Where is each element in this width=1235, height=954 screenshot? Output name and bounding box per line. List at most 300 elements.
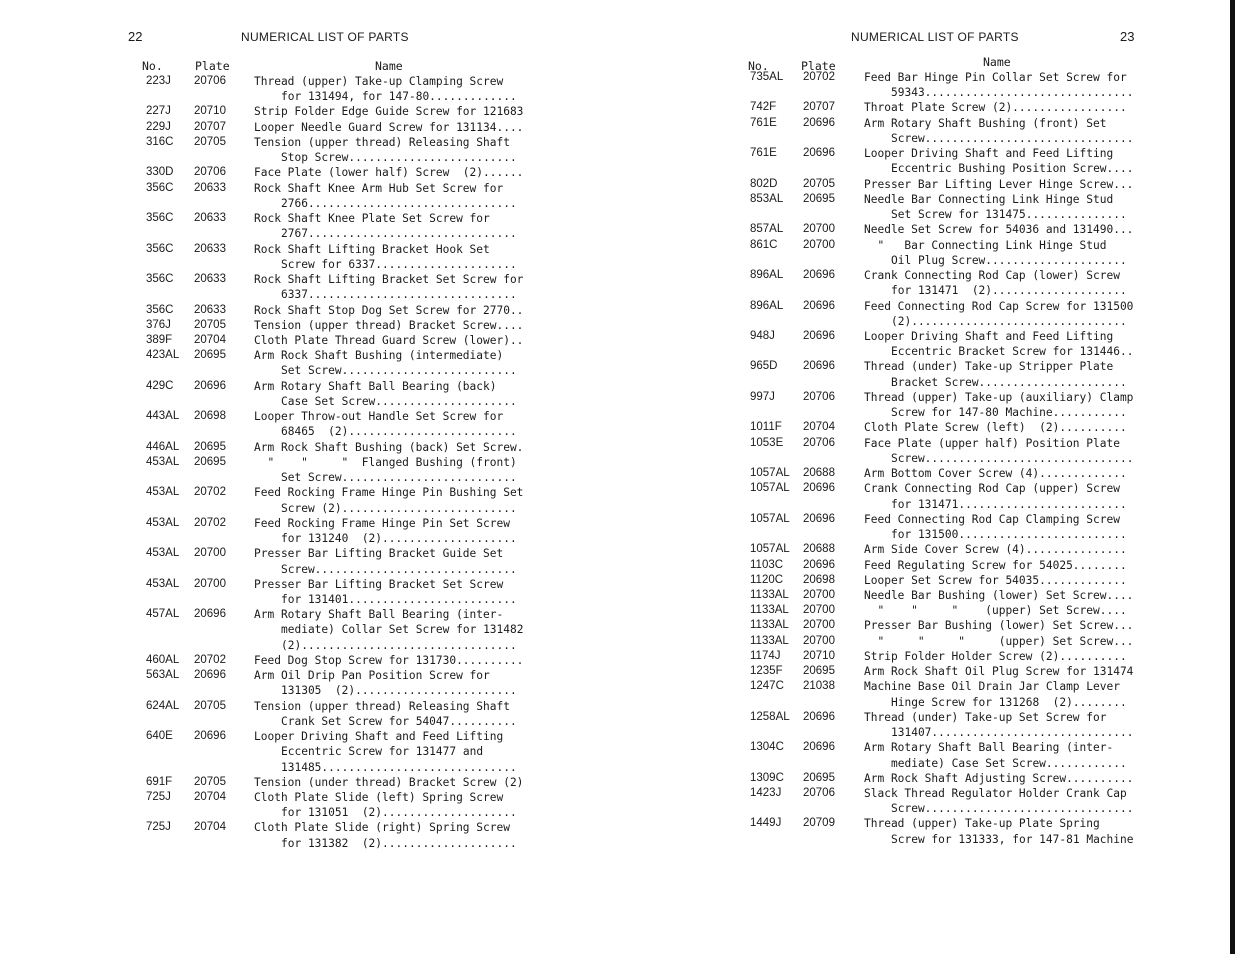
plate-number: 20633 [194, 242, 226, 255]
table-row [617, 330, 1235, 345]
part-name: Throat Plate Screw (2)................. [864, 101, 1127, 115]
part-number: 457AL [146, 608, 180, 621]
header-name: Name [983, 55, 1011, 69]
part-name: Strip Folder Edge Guide Screw for 121683 [254, 105, 524, 119]
plate-number: 20695 [194, 440, 226, 453]
plate-number: 20696 [194, 730, 226, 743]
plate-number: 20706 [803, 436, 835, 449]
table-row [0, 471, 617, 486]
plate-number: 20688 [803, 467, 835, 480]
part-number: 802D [750, 177, 778, 190]
part-number: 948J [750, 329, 775, 342]
part-name: Screw for 147-80 Machine........... [891, 406, 1127, 420]
part-name: for 131471 (2).................... [891, 284, 1127, 298]
table-row [0, 243, 617, 258]
part-name: Face Plate (lower half) Screw (2)...... [254, 166, 524, 180]
part-name: Looper Driving Shaft and Feed Lifting [254, 730, 504, 744]
table-row [617, 528, 1235, 543]
part-number: 761E [750, 147, 777, 160]
table-row [617, 726, 1235, 741]
part-number: 229J [146, 120, 171, 133]
part-name: Needle Bar Connecting Link Hinge Stud [864, 192, 1114, 206]
plate-number: 20696 [803, 269, 835, 282]
part-number: 356C [146, 242, 174, 255]
table-row [0, 654, 617, 669]
table-row [0, 364, 617, 379]
part-name: Looper Needle Guard Screw for 131134.... [254, 120, 524, 134]
table-row [617, 482, 1235, 497]
part-name: Arm Oil Drip Pan Position Screw for [254, 669, 490, 683]
part-name: for 131382 (2).................... [281, 836, 517, 850]
table-row [617, 467, 1235, 482]
table-row [0, 349, 617, 364]
plate-number: 20696 [194, 608, 226, 621]
part-number: 735AL [750, 71, 784, 83]
part-name: Tension (upper thread) Releasing Shaft [254, 135, 510, 149]
table-row [617, 833, 1235, 848]
plate-number: 20633 [194, 181, 226, 194]
part-name: Arm Rotary Shaft Bushing (front) Set [864, 116, 1107, 130]
part-number: 1423J [750, 787, 782, 800]
part-number: 330D [146, 166, 174, 179]
plate-number: 20706 [194, 166, 226, 179]
table-row [617, 757, 1235, 772]
table-row [0, 441, 617, 456]
part-name: Rock Shaft Lifting Bracket Hook Set [254, 242, 490, 256]
part-number: 1057AL [750, 543, 790, 556]
part-number: 857AL [750, 223, 784, 236]
table-row [617, 711, 1235, 726]
table-row [0, 837, 617, 852]
table-row [617, 162, 1235, 177]
page-number: 22 [128, 29, 143, 44]
plate-number: 20633 [194, 303, 226, 316]
part-number: 761E [750, 116, 777, 129]
part-name: (2)................................ [281, 638, 517, 652]
page-title: NUMERICAL LIST OF PARTS [851, 30, 1019, 44]
plate-number: 20696 [803, 558, 835, 571]
plate-number: 20696 [803, 299, 835, 312]
plate-number: 20705 [194, 135, 226, 148]
part-number: 896AL [750, 299, 784, 312]
part-name: mediate) Case Set Screw............ [891, 756, 1127, 770]
table-row [617, 802, 1235, 817]
part-name: Arm Rock Shaft Bushing (back) Set Screw. [254, 440, 524, 454]
plate-number: 20700 [803, 588, 835, 601]
table-row [0, 517, 617, 532]
part-name: Crank Connecting Rod Cap (upper) Screw [864, 482, 1120, 496]
part-name: 131305 (2)........................ [281, 684, 517, 698]
plate-number: 20700 [803, 238, 835, 251]
table-row [0, 623, 617, 638]
plate-number: 20702 [194, 516, 226, 529]
table-row [0, 121, 617, 136]
part-name: Thread (upper) Take-up Clamping Screw [254, 75, 504, 88]
part-number: 453AL [146, 577, 180, 590]
part-number: 429C [146, 379, 174, 392]
part-name: 6337............................... [281, 288, 517, 302]
plate-number: 20700 [803, 619, 835, 632]
part-name: Arm Rotary Shaft Ball Bearing (inter- [864, 741, 1114, 755]
part-name: Arm Rock Shaft Oil Plug Screw for 131474 [864, 665, 1134, 679]
part-name: Feed Regulating Screw for 54025........ [864, 558, 1127, 572]
table-row [0, 136, 617, 151]
table-row [0, 700, 617, 715]
part-number: 423AL [146, 349, 180, 362]
table-row [617, 223, 1235, 238]
table-row [617, 360, 1235, 375]
table-row [0, 105, 617, 120]
table-row [617, 269, 1235, 284]
table-row [617, 604, 1235, 619]
plate-number: 20709 [803, 817, 835, 830]
plate-number: 20688 [803, 543, 835, 556]
part-name: Face Plate (upper half) Position Plate [864, 436, 1120, 450]
part-number: 227J [146, 105, 171, 118]
plate-number: 20695 [194, 455, 226, 468]
table-row [0, 90, 617, 105]
parts-table [0, 75, 617, 852]
table-row [0, 197, 617, 212]
plate-number: 20700 [803, 634, 835, 647]
left-page [0, 0, 617, 954]
plate-number: 20710 [194, 105, 226, 118]
part-number: 563AL [146, 669, 180, 682]
plate-number: 20702 [194, 486, 226, 499]
table-row [617, 650, 1235, 665]
table-row [617, 421, 1235, 436]
plate-number: 20704 [194, 791, 226, 804]
part-name: 59343............................... [891, 86, 1134, 100]
plate-number: 20633 [194, 212, 226, 225]
part-number: 356C [146, 181, 174, 194]
table-row [0, 304, 617, 319]
table-row [617, 696, 1235, 711]
table-row [0, 639, 617, 654]
table-row [617, 513, 1235, 528]
part-name: Looper Set Screw for 54035............. [864, 573, 1127, 587]
part-number: 1057AL [750, 512, 790, 525]
part-name: Rock Shaft Knee Plate Set Screw for [254, 212, 490, 226]
part-number: 1057AL [750, 482, 790, 495]
plate-number: 20696 [803, 329, 835, 342]
plate-number: 20706 [803, 390, 835, 403]
table-row [0, 806, 617, 821]
plate-number: 20706 [194, 75, 226, 87]
table-row [617, 147, 1235, 162]
table-row [617, 254, 1235, 269]
part-name: Crank Connecting Rod Cap (lower) Screw [864, 269, 1120, 283]
plate-number: 20702 [803, 71, 835, 83]
part-number: 742F [750, 101, 777, 114]
part-number: 356C [146, 303, 174, 316]
table-row [0, 776, 617, 791]
table-row [0, 502, 617, 517]
table-row [0, 730, 617, 745]
part-name: " Bar Connecting Link Hinge Stud [864, 238, 1107, 252]
part-name: Cloth Plate Slide (right) Spring Screw [254, 821, 510, 835]
part-name: 68465 (2)......................... [281, 425, 517, 439]
plate-number: 20710 [803, 649, 835, 662]
table-row [0, 715, 617, 730]
part-number: 356C [146, 273, 174, 286]
part-name: Screw............................... [891, 131, 1134, 145]
part-number: 453AL [146, 486, 180, 499]
plate-number: 20695 [803, 192, 835, 205]
plate-number: 20704 [194, 333, 226, 346]
part-number: 1449J [750, 817, 782, 830]
table-row [0, 425, 617, 440]
part-number: 376J [146, 318, 171, 331]
table-row [0, 761, 617, 776]
part-name: Feed Rocking Frame Hinge Pin Bushing Set [254, 486, 524, 500]
part-name: Looper Driving Shaft and Feed Lifting [864, 329, 1114, 343]
part-number: 1235F [750, 665, 783, 678]
table-row [0, 410, 617, 425]
plate-number: 20696 [194, 669, 226, 682]
part-name: Bracket Screw...................... [891, 375, 1127, 389]
plate-number: 20633 [194, 273, 226, 286]
part-name: Feed Bar Hinge Pin Collar Set Screw for [864, 71, 1127, 84]
part-name: Set Screw.......................... [281, 364, 517, 378]
table-row [0, 547, 617, 562]
part-number: 997J [750, 390, 775, 403]
table-row [0, 227, 617, 242]
part-name: Presser Bar Bushing (lower) Set Screw... [864, 619, 1134, 633]
plate-number: 20705 [194, 699, 226, 712]
part-name: Rock Shaft Stop Dog Set Screw for 2770.. [254, 303, 524, 317]
part-number: 1133AL [750, 619, 789, 632]
part-number: 1011F [750, 421, 782, 434]
part-number: 453AL [146, 455, 180, 468]
table-row [617, 132, 1235, 147]
part-name: Screw for 6337..................... [281, 257, 517, 271]
table-row [617, 817, 1235, 832]
table-row [617, 86, 1235, 101]
table-row [617, 452, 1235, 467]
table-row [0, 593, 617, 608]
table-row [0, 319, 617, 334]
part-name: for 131471......................... [891, 497, 1127, 511]
table-row [617, 787, 1235, 802]
part-number: 1053E [750, 436, 784, 449]
table-row [617, 376, 1235, 391]
plate-number: 20700 [194, 547, 226, 560]
part-name: Looper Throw-out Handle Set Screw for [254, 410, 504, 424]
part-name: Needle Set Screw for 54036 and 131490... [864, 223, 1134, 237]
plate-number: 20696 [803, 741, 835, 754]
part-name: Tension (upper thread) Releasing Shaft [254, 699, 510, 713]
plate-number: 20695 [803, 665, 835, 678]
table-row [617, 208, 1235, 223]
part-name: Feed Dog Stop Screw for 131730.......... [254, 653, 524, 667]
header-name: Name [375, 59, 403, 73]
part-number: 1133AL [750, 604, 789, 617]
part-number: 389F [146, 333, 173, 346]
plate-number: 20704 [194, 821, 226, 834]
part-name: Screw............................... [891, 802, 1134, 816]
table-row [617, 665, 1235, 680]
part-number: 446AL [146, 440, 180, 453]
part-number: 1258AL [750, 710, 790, 723]
part-number: 453AL [146, 547, 180, 560]
plate-number: 20706 [803, 787, 835, 800]
part-name: for 131401......................... [281, 592, 517, 606]
table-row [0, 669, 617, 684]
part-name: Thread (under) Take-up Set Screw for [864, 710, 1107, 724]
part-name: Crank Set Screw for 54047.......... [281, 714, 517, 728]
part-number: 1304C [750, 741, 784, 754]
plate-number: 20696 [803, 360, 835, 373]
table-row [617, 680, 1235, 695]
part-name: Cloth Plate Screw (left) (2).......... [864, 421, 1127, 435]
part-name: 2767............................... [281, 227, 517, 241]
table-row [0, 288, 617, 303]
part-name: Eccentric Screw for 131477 and [281, 745, 484, 759]
part-name: Screw.............................. [281, 562, 517, 576]
part-name: Arm Rock Shaft Bushing (intermediate) [254, 349, 504, 363]
part-name: (2)................................ [891, 314, 1127, 328]
part-number: 691F [146, 775, 173, 788]
table-row [617, 772, 1235, 787]
table-row [0, 75, 617, 90]
part-number: 453AL [146, 516, 180, 529]
part-name: 131407.............................. [891, 726, 1134, 740]
table-row [617, 635, 1235, 650]
table-row [0, 380, 617, 395]
part-name: Feed Connecting Rod Cap Clamping Screw [864, 512, 1120, 526]
part-name: Screw for 131333, for 147-81 Machine [891, 832, 1134, 846]
plate-number: 20704 [803, 421, 835, 434]
table-row [617, 117, 1235, 132]
table-row [0, 212, 617, 227]
table-row [617, 391, 1235, 406]
part-name: Presser Bar Lifting Bracket Set Screw [254, 577, 504, 591]
part-number: 1057AL [750, 467, 790, 480]
part-name: Oil Plug Screw..................... [891, 253, 1127, 267]
table-row [617, 619, 1235, 634]
part-name: Eccentric Bracket Screw for 131446.. [891, 345, 1134, 359]
plate-number: 20696 [803, 147, 835, 160]
part-name: Machine Base Oil Drain Jar Clamp Lever [864, 680, 1120, 694]
part-number: 853AL [750, 192, 784, 205]
column-headers [0, 59, 617, 75]
table-row [0, 258, 617, 273]
table-row [0, 166, 617, 181]
header-plate: Plate [195, 59, 230, 73]
table-row [0, 563, 617, 578]
part-name: Tension (under thread) Bracket Screw (2) [254, 775, 524, 789]
table-row [0, 821, 617, 836]
part-name: Needle Bar Bushing (lower) Set Screw.... [864, 588, 1134, 602]
part-name: Cloth Plate Thread Guard Screw (lower).. [254, 333, 524, 347]
part-name: Thread (under) Take-up Stripper Plate [864, 360, 1114, 374]
plate-number: 20696 [803, 710, 835, 723]
part-number: 316C [146, 135, 174, 148]
part-name: for 131494, for 147-80............. [281, 90, 517, 104]
part-number: 725J [146, 791, 171, 804]
part-name: 131485............................. [281, 760, 517, 774]
table-row [617, 71, 1235, 86]
plate-number: 20696 [803, 512, 835, 525]
table-row [617, 589, 1235, 604]
plate-number: 21038 [803, 680, 835, 693]
part-number: 223J [146, 75, 171, 87]
part-name: Thread (upper) Take-up (auxiliary) Clamp [864, 390, 1134, 404]
plate-number: 20698 [194, 410, 226, 423]
part-name: Looper Driving Shaft and Feed Lifting [864, 147, 1114, 161]
table-row [0, 182, 617, 197]
part-name: Set Screw.......................... [281, 471, 517, 485]
part-name: Rock Shaft Knee Arm Hub Set Screw for [254, 181, 504, 195]
part-name: Arm Side Cover Screw (4)............... [864, 543, 1127, 557]
part-number: 861C [750, 238, 778, 251]
part-number: 965D [750, 360, 778, 373]
part-name: Presser Bar Lifting Lever Hinge Screw... [864, 177, 1134, 191]
table-row [617, 101, 1235, 116]
table-row [617, 741, 1235, 756]
part-name: for 131500......................... [891, 528, 1127, 542]
table-row [0, 486, 617, 501]
table-row [0, 456, 617, 471]
plate-number: 20695 [803, 771, 835, 784]
part-number: 725J [146, 821, 171, 834]
part-number: 624AL [146, 699, 180, 712]
part-name: " " " Flanged Bushing (front) [254, 455, 517, 469]
plate-number: 20705 [194, 775, 226, 788]
table-row [617, 345, 1235, 360]
table-row [0, 334, 617, 349]
table-row [0, 791, 617, 806]
table-row [617, 574, 1235, 589]
part-name: " " " (upper) Set Screw... [864, 634, 1134, 648]
plate-number: 20707 [194, 120, 226, 133]
table-row [0, 395, 617, 410]
plate-number: 20696 [194, 379, 226, 392]
table-row [0, 745, 617, 760]
table-row [0, 684, 617, 699]
part-name: Slack Thread Regulator Holder Crank Cap [864, 787, 1127, 801]
part-name: 2766............................... [281, 196, 517, 210]
table-row [617, 284, 1235, 299]
part-number: 1309C [750, 771, 784, 784]
part-number: 1133AL [750, 588, 789, 601]
part-name: Feed Rocking Frame Hinge Pin Set Screw [254, 516, 510, 530]
part-name: Rock Shaft Lifting Bracket Set Screw for [254, 273, 524, 287]
header-no: No. [142, 59, 163, 73]
part-number: 896AL [750, 269, 784, 282]
plate-number: 20702 [194, 653, 226, 666]
part-number: 460AL [146, 653, 180, 666]
plate-number: 20695 [194, 349, 226, 362]
table-row [0, 532, 617, 547]
part-name: Arm Bottom Cover Screw (4)............. [864, 467, 1127, 481]
part-name: Set Screw for 131475............... [891, 208, 1127, 222]
table-row [0, 273, 617, 288]
part-name: Eccentric Bushing Position Screw.... [891, 162, 1134, 176]
part-name: Cloth Plate Slide (left) Spring Screw [254, 791, 504, 805]
part-number: 1120C [750, 573, 784, 586]
part-name: Arm Rotary Shaft Ball Bearing (back) [254, 379, 497, 393]
plate-number: 20700 [194, 577, 226, 590]
table-row [617, 543, 1235, 558]
table-row [617, 498, 1235, 513]
part-name: Feed Connecting Rod Cap Screw for 131500 [864, 299, 1134, 313]
part-name: Screw (2).......................... [281, 501, 517, 515]
part-number: 1174J [750, 649, 781, 662]
table-row [617, 193, 1235, 208]
plate-number: 20705 [803, 177, 835, 190]
